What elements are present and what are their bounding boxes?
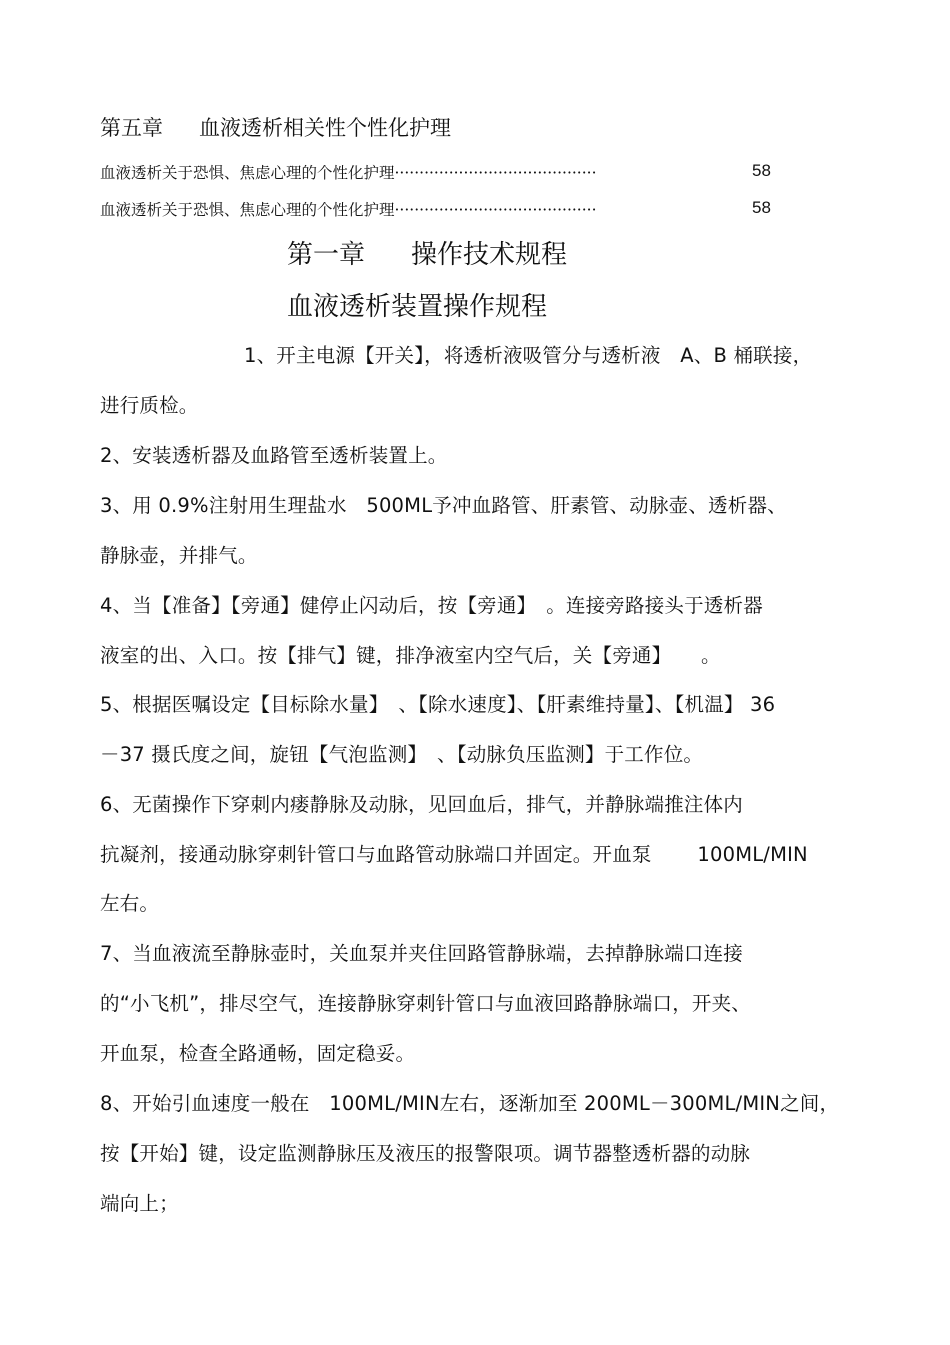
body-line: 按【开始】键，设定监测静脉压及液压的报警限项。调节器整透析器的动脉	[100, 1142, 751, 1165]
body-line: 的“小飞机”，排尽空气，连接静脉穿刺针管口与血液回路静脉端口，开夹、	[100, 992, 752, 1015]
body-line: 静脉壶，并排气。	[100, 544, 258, 567]
chapter-title: 操作技术规程	[411, 240, 568, 270]
body-line: 6、无菌操作下穿刺内瘘静脉及动脉，见回血后，排气，并静脉端推注体内	[100, 793, 744, 816]
chapter-heading	[287, 234, 567, 271]
chapter-label: 第一章	[287, 240, 366, 270]
toc-chapter-heading	[100, 112, 451, 142]
body-line: 开血泵，检查全路通畅，固定稳妥。	[100, 1042, 416, 1065]
body-line: 液室的出、入口。按【排气】键，排净液室内空气后，关【旁通】 。	[100, 644, 721, 667]
body-line: 端向上；	[100, 1192, 179, 1215]
body-line: 3、用 0.9%注射用生理盐水 500ML予冲血路管、肝素管、动脉壶、透析器、	[100, 494, 787, 517]
body-line: 5、根据医嘱设定【目标除水量】 、【除水速度】、【肝素维持量】、【机温】 36	[100, 693, 776, 716]
body-line: 4、当【准备】【旁通】健停止闪动后，按【旁通】 。连接旁路接头于透析器	[100, 594, 763, 617]
body-line: 7、当血液流至静脉壶时，关血泵并夹住回路管静脉端，去掉静脉端口连接	[100, 942, 744, 965]
toc-entry-text[interactable]: 血液透析关于恐惧、焦虑心理的个性化护理·········································	[100, 201, 597, 219]
body-line: 进行质检。	[100, 394, 199, 417]
body-line: －37 摄氏度之间，旋钮【气泡监测】 、【动脉负压监测】于工作位。	[100, 743, 704, 766]
body-line: 8、开始引血速度一般在 100ML/MIN左右，逐渐加至 200ML－300ML/MIN之间，	[100, 1092, 840, 1115]
body-line: 抗凝剂，接通动脉穿刺针管口与血路管动脉端口并固定。开血泵 100ML/MIN	[100, 843, 808, 866]
body-line: 1、开主电源【开关】，将透析液吸管分与透析液 A、B 桶联接，	[244, 344, 813, 367]
toc-entry-page[interactable]: 58	[752, 198, 771, 217]
body-line: 2、安装透析器及血路管至透析装置上。	[100, 444, 448, 467]
toc-entry-page[interactable]: 58	[752, 161, 771, 180]
toc-chapter-title: 血液透析相关性个性化护理	[199, 116, 451, 140]
toc-chapter-label: 第五章	[100, 116, 163, 140]
body-line: 左右。	[100, 892, 160, 915]
section-title: 血液透析装置操作规程	[287, 292, 548, 322]
toc-entry-text[interactable]: 血液透析关于恐惧、焦虑心理的个性化护理·········································	[100, 164, 597, 182]
